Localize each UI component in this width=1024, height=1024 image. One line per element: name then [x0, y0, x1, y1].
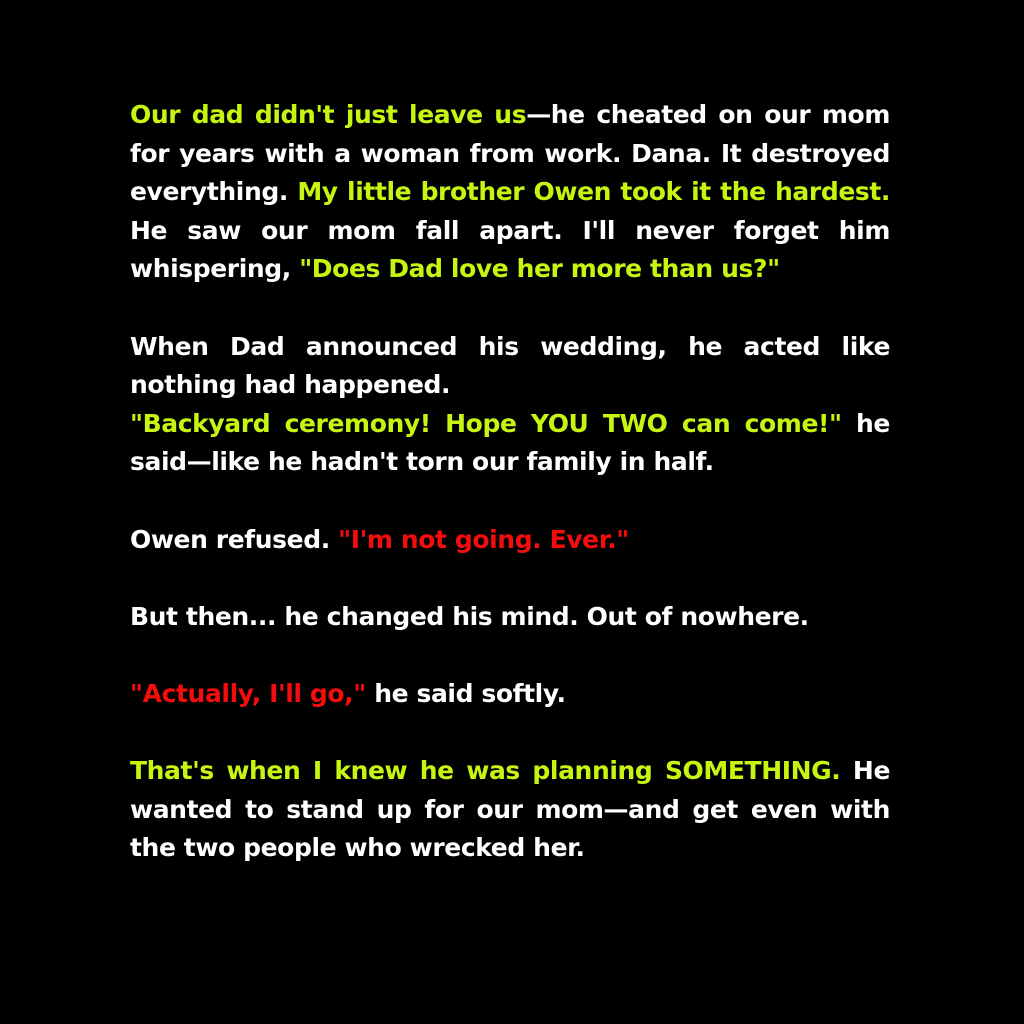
- text-segment-green: That's when I knew he was planning SOMETHING.: [130, 756, 841, 786]
- paragraph-gap: [130, 636, 890, 675]
- text-segment-white: he said softly.: [365, 678, 566, 708]
- paragraph-gap: [130, 559, 890, 598]
- story-paragraph: [130, 598, 890, 637]
- text-segment-white: But then... he changed his mind. Out of nowhere.: [130, 601, 809, 631]
- text-segment-green: My little brother Owen took it the hardest.: [297, 177, 891, 207]
- text-segment-white: He saw our mom fall apart. I'll never forget him whispering,: [130, 215, 890, 284]
- paragraph-gap: [130, 289, 890, 328]
- story-text: [130, 96, 890, 868]
- story-paragraph: [130, 752, 890, 868]
- text-segment-red: "I'm not going. Ever.": [338, 524, 629, 554]
- paragraph-gap: [130, 482, 890, 521]
- text-segment-white: When Dad announced his wedding, he acted like nothing had happened.: [130, 331, 890, 400]
- text-segment-red: "Actually, I'll go,": [130, 678, 366, 708]
- story-paragraph: [130, 328, 890, 405]
- story-paragraph: [130, 521, 890, 560]
- text-segment-white: —he cheated on our mom for years with a woman from work. Dana. It destroyed everything.: [130, 100, 890, 207]
- paragraph-gap: [130, 714, 890, 753]
- text-segment-green: Our dad didn't just leave us: [130, 100, 527, 129]
- text-segment-green: "Does Dad love her more than us?": [299, 254, 780, 284]
- story-paragraph: [130, 675, 890, 714]
- story-paragraph: [130, 405, 890, 482]
- text-segment-white: he said—like he hadn't torn our family in half.: [130, 408, 890, 477]
- text-segment-white: Owen refused.: [130, 524, 339, 554]
- text-segment-white: He wanted to stand up for our mom—and get even with the two people who wrecked her.: [130, 756, 891, 863]
- text-segment-green: "Backyard ceremony! Hope YOU TWO can come!": [130, 408, 842, 438]
- story-paragraph: [130, 96, 890, 289]
